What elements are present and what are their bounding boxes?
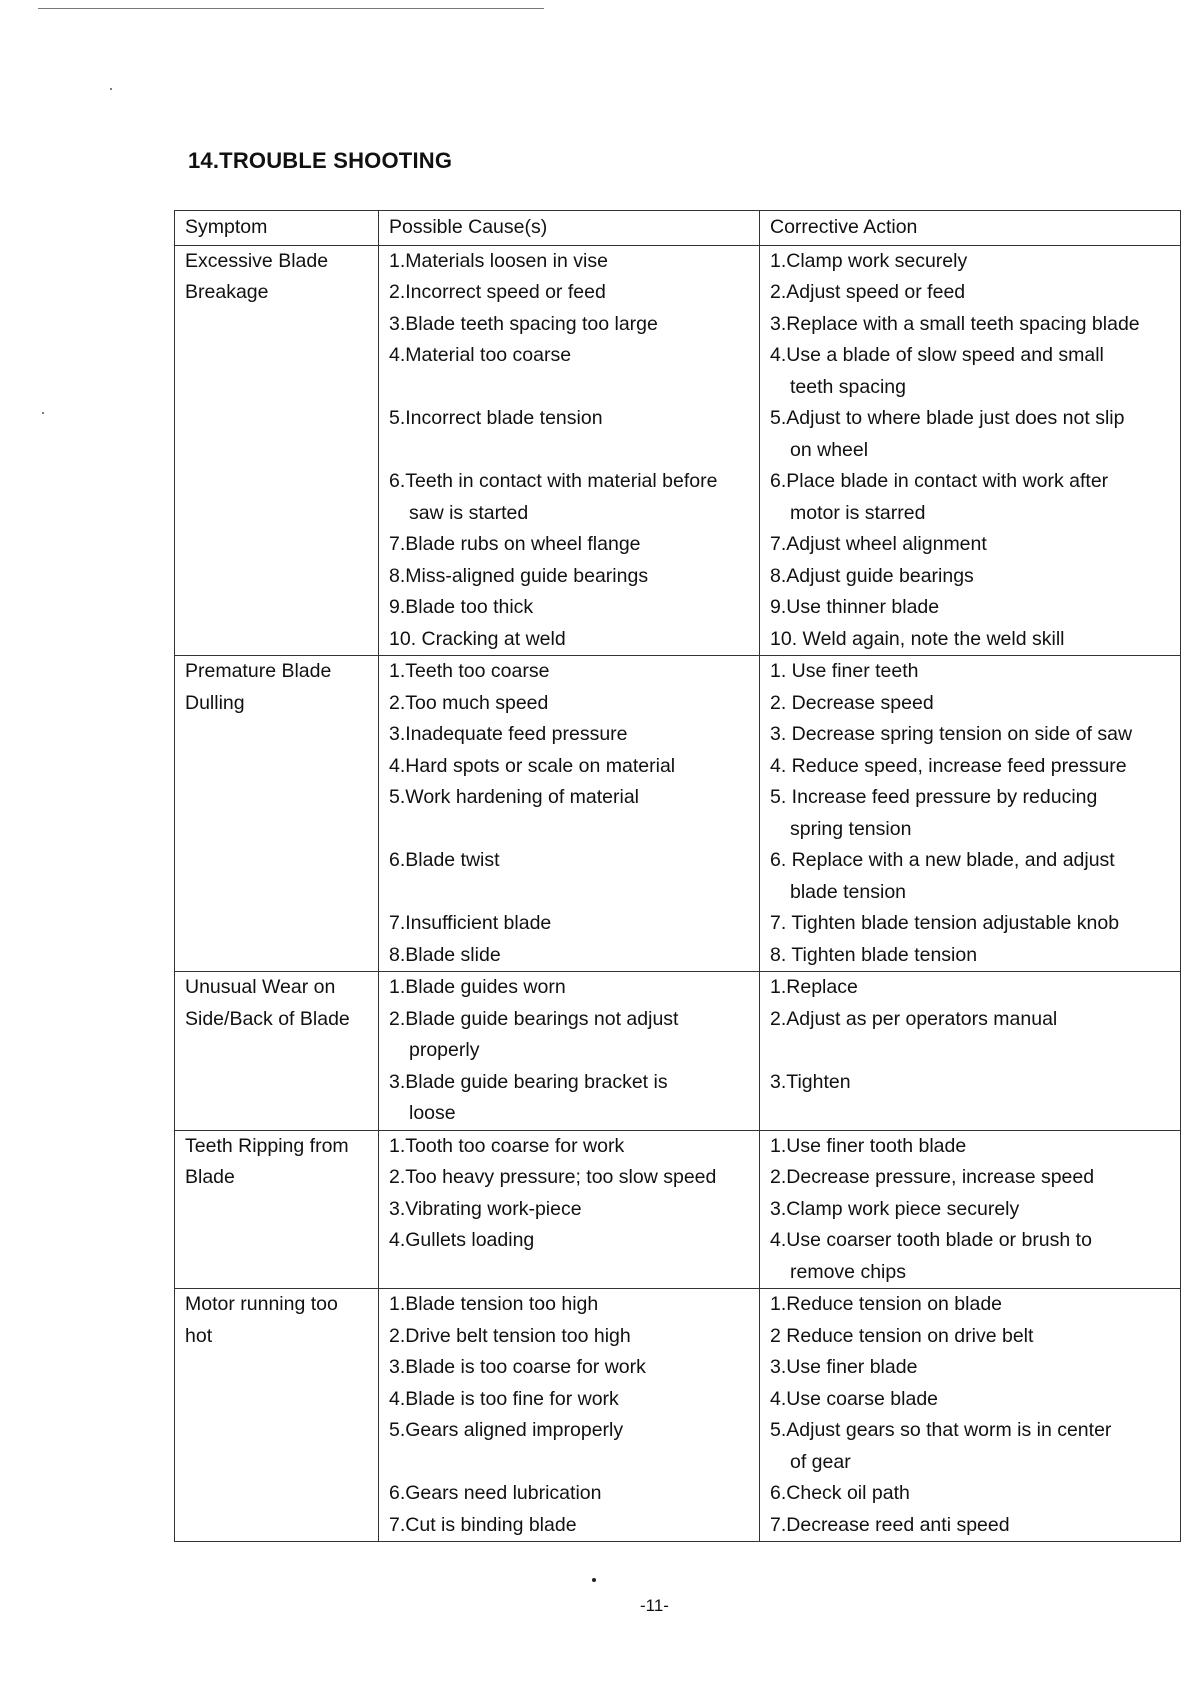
cause-line: saw is started (409, 501, 529, 524)
action-line: 8.Adjust guide bearings (770, 564, 974, 587)
scan-speck (42, 412, 44, 414)
table-header-row (175, 211, 1181, 246)
table-row (175, 972, 1181, 1131)
cause-line (389, 1447, 753, 1479)
cause-line: 3.Blade is too coarse for work (389, 1356, 646, 1378)
causes-cell (379, 656, 760, 972)
action-line: 4.Use a blade of slow speed and small (770, 344, 1104, 366)
action-line: 1.Replace (770, 976, 858, 998)
actions-cell (760, 1130, 1181, 1289)
cause-line: 4.Blade is too fine for work (389, 1387, 619, 1410)
cause-line: 8.Miss-aligned guide bearings (389, 564, 649, 587)
cause-line: 5.Gears aligned improperly (389, 1419, 624, 1441)
scan-speck (110, 88, 112, 90)
cause-line: loose (409, 1102, 456, 1124)
cause-line: 1.Materials loosen in vise (389, 249, 608, 272)
action-line (770, 1098, 1174, 1130)
action-line: remove chips (790, 1260, 906, 1283)
cause-line: 3.Inadequate feed pressure (389, 723, 628, 745)
action-line: motor is starred (790, 501, 926, 524)
cause-line: 3.Blade teeth spacing too large (389, 312, 658, 335)
table-row (175, 1130, 1181, 1289)
action-line: 7.Adjust wheel alignment (770, 533, 987, 555)
action-line: 6. Replace with a new blade, and adjust (770, 849, 1115, 871)
causes-cell (379, 245, 760, 656)
symptom-line: Unusual Wear on (185, 976, 336, 998)
symptom-cell (175, 972, 379, 1131)
table-row (175, 245, 1181, 656)
cause-line (389, 372, 753, 404)
cause-line: 4.Hard spots or scale on material (389, 754, 676, 777)
causes-cell (379, 1289, 760, 1542)
troubleshooting-table (174, 210, 1181, 1542)
actions-cell (760, 1289, 1181, 1542)
action-line: 2.Decrease pressure, increase speed (770, 1166, 1095, 1188)
action-line: 2.Adjust speed or feed (770, 281, 966, 303)
cause-line: 3.Blade guide bearing bracket is (389, 1070, 668, 1093)
symptom-cell (175, 656, 379, 972)
action-line (770, 1035, 1174, 1067)
action-line: 5. Increase feed pressure by reducing (770, 786, 1098, 808)
cause-line: 1.Teeth too coarse (389, 660, 550, 682)
page-title: 14.TROUBLE SHOOTING (188, 148, 453, 173)
action-line: 5.Adjust to where blade just does not slip (770, 407, 1125, 429)
symptom-line: hot (185, 1324, 213, 1347)
symptom-line: Premature Blade (185, 660, 332, 682)
cause-line (389, 435, 753, 467)
top-rule (38, 8, 544, 9)
action-line: 2 Reduce tension on drive belt (770, 1324, 1034, 1347)
symptom-line: Side/Back of Blade (185, 1007, 350, 1030)
action-line: 4.Use coarse blade (770, 1387, 939, 1410)
action-line: 7. Tighten blade tension adjustable knob (770, 912, 1120, 934)
cause-line: 9.Blade too thick (389, 596, 534, 618)
table-row (175, 656, 1181, 972)
cause-line: 2.Incorrect speed or feed (389, 281, 606, 303)
action-line: 2. Decrease speed (770, 691, 934, 714)
action-line: 4.Use coarser tooth blade or brush to (770, 1229, 1092, 1251)
cause-line: 4.Material too coarse (389, 344, 572, 366)
page-number: -11- (640, 1596, 669, 1615)
cause-line: 3.Vibrating work-piece (389, 1197, 582, 1220)
action-line: 6.Place blade in contact with work after (770, 470, 1109, 492)
cause-line: 7.Insufficient blade (389, 912, 552, 934)
page-dot (592, 1578, 596, 1582)
cause-line: 5.Work hardening of material (389, 786, 640, 808)
action-line: 1.Use finer tooth blade (770, 1134, 967, 1157)
actions-cell (760, 245, 1181, 656)
cause-line: 5.Incorrect blade tension (389, 407, 603, 429)
action-line: 3.Use finer blade (770, 1356, 918, 1378)
cause-line (389, 877, 753, 909)
cause-line: 2.Too heavy pressure; too slow speed (389, 1166, 717, 1188)
action-line: 6.Check oil path (770, 1482, 910, 1504)
cause-line: 1.Tooth too coarse for work (389, 1134, 625, 1157)
action-line: teeth spacing (790, 375, 907, 398)
cause-line: 6.Blade twist (389, 849, 500, 871)
cause-line: 2.Too much speed (389, 691, 549, 714)
cause-line: 1.Blade guides worn (389, 976, 566, 998)
cause-line: 1.Blade tension too high (389, 1293, 599, 1315)
symptom-line: Breakage (185, 281, 269, 303)
action-line: 1.Reduce tension on blade (770, 1293, 1003, 1315)
cause-line: 10. Cracking at weld (389, 627, 566, 650)
cause-line (389, 1257, 753, 1289)
cause-line: properly (409, 1039, 480, 1061)
actions-cell (760, 656, 1181, 972)
action-line: spring tension (790, 817, 912, 840)
symptom-cell (175, 1289, 379, 1542)
action-line: 1.Clamp work securely (770, 249, 968, 272)
action-line: 3.Replace with a small teeth spacing blade (770, 312, 1140, 335)
action-line: 4. Reduce speed, increase feed pressure (770, 754, 1127, 777)
cause-line: 7.Cut is binding blade (389, 1513, 577, 1536)
symptom-line: Excessive Blade (185, 249, 329, 272)
actions-cell (760, 972, 1181, 1131)
action-line: 7.Decrease reed anti speed (770, 1513, 1010, 1536)
symptom-cell (175, 1130, 379, 1289)
header-possible-causes: Possible Cause(s) (379, 211, 760, 246)
cause-line: 7.Blade rubs on wheel flange (389, 533, 641, 555)
symptom-line: Motor running too (185, 1293, 338, 1315)
causes-cell (379, 1130, 760, 1289)
action-line: 2.Adjust as per operators manual (770, 1007, 1058, 1030)
header-corrective-action: Corrective Action (760, 211, 1181, 246)
header-symptom: Symptom (175, 211, 379, 246)
cause-line: 4.Gullets loading (389, 1229, 535, 1251)
action-line: on wheel (790, 438, 869, 461)
action-line: 3.Tighten (770, 1070, 851, 1093)
action-line: blade tension (790, 880, 907, 903)
table-row (175, 1289, 1181, 1542)
cause-line (389, 814, 753, 846)
symptom-line: Teeth Ripping from (185, 1134, 349, 1157)
action-line: 5.Adjust gears so that worm is in center (770, 1419, 1112, 1441)
action-line: 1. Use finer teeth (770, 660, 919, 682)
causes-cell (379, 972, 760, 1131)
action-line: 3.Clamp work piece securely (770, 1197, 1020, 1220)
cause-line: 2.Blade guide bearings not adjust (389, 1007, 679, 1030)
action-line: of gear (790, 1450, 851, 1473)
cause-line: 6.Teeth in contact with material before (389, 470, 718, 492)
symptom-line: Dulling (185, 691, 245, 714)
symptom-cell (175, 245, 379, 656)
cause-line: 2.Drive belt tension too high (389, 1324, 631, 1347)
table-body (175, 245, 1181, 1542)
cause-line: 8.Blade slide (389, 943, 501, 966)
action-line: 9.Use thinner blade (770, 596, 940, 618)
symptom-line: Blade (185, 1166, 235, 1188)
action-line: 8. Tighten blade tension (770, 943, 978, 966)
action-line: 10. Weld again, note the weld skill (770, 627, 1065, 650)
cause-line: 6.Gears need lubrication (389, 1482, 602, 1504)
action-line: 3. Decrease spring tension on side of saw (770, 723, 1133, 745)
